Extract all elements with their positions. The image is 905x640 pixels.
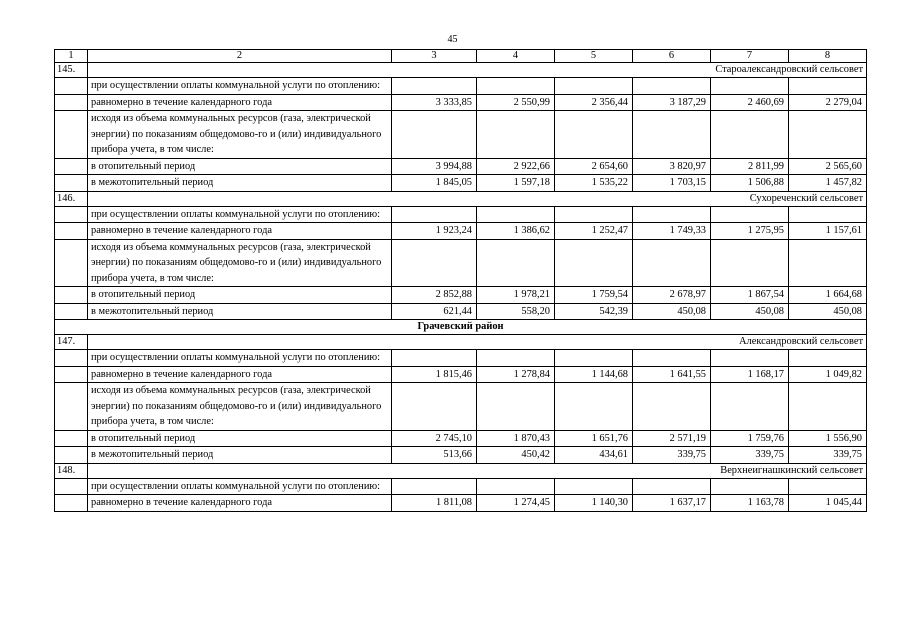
value-cell: 1 651,76	[555, 430, 633, 447]
header-cell: 5	[555, 50, 633, 63]
value-cell	[555, 478, 633, 495]
row-label: при осуществлении оплаты коммунальной услуги по отоплению:	[88, 350, 392, 367]
settlement-row	[55, 191, 867, 206]
settlement-name: Верхнеигнашкинский сельсовет	[88, 463, 867, 478]
value-cell: 1 978,21	[477, 287, 555, 304]
value-cell	[633, 111, 711, 159]
value-cell: 1 049,82	[789, 366, 867, 383]
value-cell: 1 641,55	[633, 366, 711, 383]
value-cell: 1 759,76	[711, 430, 789, 447]
value-cell: 1 811,08	[392, 495, 477, 512]
empty-cell	[55, 111, 88, 159]
empty-cell	[55, 430, 88, 447]
value-cell: 1 157,61	[789, 223, 867, 240]
settlement-name: Александровский сельсовет	[88, 335, 867, 350]
value-cell: 1 168,17	[711, 366, 789, 383]
value-cell	[477, 111, 555, 159]
value-cell: 339,75	[711, 447, 789, 464]
settlement-name: Сухореченский сельсовет	[88, 191, 867, 206]
page-number: 45	[447, 34, 458, 45]
value-cell: 513,66	[392, 447, 477, 464]
table-row	[55, 206, 867, 223]
table-row	[55, 350, 867, 367]
empty-cell	[55, 478, 88, 495]
value-cell	[477, 350, 555, 367]
empty-cell	[55, 175, 88, 192]
table-row	[55, 495, 867, 512]
value-cell: 2 745,10	[392, 430, 477, 447]
value-cell	[392, 78, 477, 95]
header-cell: 1	[55, 50, 88, 63]
value-cell: 2 654,60	[555, 158, 633, 175]
value-cell: 3 187,29	[633, 94, 711, 111]
row-label: равномерно в течение календарного года	[88, 366, 392, 383]
value-cell: 2 811,99	[711, 158, 789, 175]
table-row	[55, 94, 867, 111]
value-cell	[392, 383, 477, 431]
value-cell	[789, 350, 867, 367]
value-cell: 1 815,46	[392, 366, 477, 383]
value-cell: 339,75	[789, 447, 867, 464]
row-label: исходя из объема коммунальных ресурсов (газа, электрической энергии) по показаниям общедомово-го и (или) индивидуального прибора учета, в том числе:	[88, 111, 392, 159]
table-row	[55, 478, 867, 495]
empty-cell	[55, 447, 88, 464]
empty-cell	[55, 350, 88, 367]
row-number: 146.	[55, 191, 88, 206]
value-cell: 339,75	[633, 447, 711, 464]
value-cell: 1 749,33	[633, 223, 711, 240]
value-cell: 1 664,68	[789, 287, 867, 304]
table-row	[55, 223, 867, 240]
header-cell: 7	[711, 50, 789, 63]
row-number: 147.	[55, 335, 88, 350]
value-cell: 1 045,44	[789, 495, 867, 512]
settlement-row	[55, 463, 867, 478]
value-cell	[392, 350, 477, 367]
header-cell: 8	[789, 50, 867, 63]
value-cell: 1 278,84	[477, 366, 555, 383]
row-number: 145.	[55, 63, 88, 78]
empty-cell	[55, 78, 88, 95]
value-cell: 1 457,82	[789, 175, 867, 192]
value-cell: 2 852,88	[392, 287, 477, 304]
value-cell	[711, 111, 789, 159]
value-cell	[477, 206, 555, 223]
row-label: в межотопительный период	[88, 303, 392, 320]
value-cell	[392, 206, 477, 223]
table-row	[55, 287, 867, 304]
value-cell	[477, 478, 555, 495]
table-row	[55, 447, 867, 464]
value-cell	[711, 478, 789, 495]
value-cell: 2 565,60	[789, 158, 867, 175]
value-cell	[555, 206, 633, 223]
value-cell	[633, 350, 711, 367]
table-row	[55, 158, 867, 175]
value-cell: 3 820,97	[633, 158, 711, 175]
row-label: при осуществлении оплаты коммунальной услуги по отоплению:	[88, 478, 392, 495]
value-cell	[555, 383, 633, 431]
row-label: при осуществлении оплаты коммунальной услуги по отоплению:	[88, 206, 392, 223]
table-body	[55, 50, 867, 512]
value-cell: 1 759,54	[555, 287, 633, 304]
row-number: 148.	[55, 463, 88, 478]
table-row	[55, 303, 867, 320]
value-cell	[711, 350, 789, 367]
header-row	[55, 50, 867, 63]
value-cell: 1 556,90	[789, 430, 867, 447]
value-cell	[711, 383, 789, 431]
value-cell	[555, 78, 633, 95]
value-cell: 2 571,19	[633, 430, 711, 447]
value-cell	[711, 239, 789, 287]
row-label: равномерно в течение календарного года	[88, 94, 392, 111]
table-row	[55, 175, 867, 192]
value-cell: 1 252,47	[555, 223, 633, 240]
value-cell: 2 356,44	[555, 94, 633, 111]
row-label: в отопительный период	[88, 430, 392, 447]
settlement-row	[55, 63, 867, 78]
value-cell: 450,08	[633, 303, 711, 320]
value-cell: 434,61	[555, 447, 633, 464]
value-cell	[555, 111, 633, 159]
empty-cell	[55, 495, 88, 512]
value-cell: 1 845,05	[392, 175, 477, 192]
empty-cell	[55, 366, 88, 383]
value-cell	[789, 383, 867, 431]
value-cell	[392, 111, 477, 159]
table-row	[55, 366, 867, 383]
value-cell	[477, 78, 555, 95]
value-cell: 2 460,69	[711, 94, 789, 111]
value-cell: 1 703,15	[633, 175, 711, 192]
value-cell	[555, 239, 633, 287]
empty-cell	[55, 223, 88, 240]
value-cell	[633, 206, 711, 223]
value-cell: 1 923,24	[392, 223, 477, 240]
value-cell: 558,20	[477, 303, 555, 320]
district-title: Грачевский район	[55, 320, 867, 335]
value-cell: 3 333,85	[392, 94, 477, 111]
empty-cell	[55, 158, 88, 175]
value-cell	[633, 383, 711, 431]
district-row	[55, 320, 867, 335]
value-cell	[789, 478, 867, 495]
value-cell: 2 279,04	[789, 94, 867, 111]
row-label: равномерно в течение календарного года	[88, 495, 392, 512]
header-cell: 6	[633, 50, 711, 63]
empty-cell	[55, 206, 88, 223]
value-cell: 1 597,18	[477, 175, 555, 192]
row-label: в отопительный период	[88, 287, 392, 304]
empty-cell	[55, 383, 88, 431]
value-cell: 3 994,88	[392, 158, 477, 175]
value-cell: 1 506,88	[711, 175, 789, 192]
empty-cell	[55, 239, 88, 287]
value-cell	[789, 239, 867, 287]
value-cell	[789, 78, 867, 95]
value-cell: 1 870,43	[477, 430, 555, 447]
value-cell: 2 678,97	[633, 287, 711, 304]
value-cell: 450,08	[711, 303, 789, 320]
value-cell: 1 163,78	[711, 495, 789, 512]
value-cell: 1 274,45	[477, 495, 555, 512]
value-cell	[477, 239, 555, 287]
table-row	[55, 383, 867, 431]
header-cell: 4	[477, 50, 555, 63]
row-label: исходя из объема коммунальных ресурсов (газа, электрической энергии) по показаниям общедомово-го и (или) индивидуального прибора учета, в том числе:	[88, 239, 392, 287]
value-cell	[555, 350, 633, 367]
empty-cell	[55, 94, 88, 111]
value-cell	[633, 478, 711, 495]
table-row	[55, 111, 867, 159]
value-cell	[392, 239, 477, 287]
table-row	[55, 239, 867, 287]
header-cell: 2	[88, 50, 392, 63]
settlement-name: Староалександровский сельсовет	[88, 63, 867, 78]
value-cell	[477, 383, 555, 431]
value-cell: 1 144,68	[555, 366, 633, 383]
value-cell: 1 386,62	[477, 223, 555, 240]
empty-cell	[55, 303, 88, 320]
value-cell: 542,39	[555, 303, 633, 320]
row-label: равномерно в течение календарного года	[88, 223, 392, 240]
value-cell	[789, 206, 867, 223]
value-cell: 1 140,30	[555, 495, 633, 512]
value-cell: 1 867,54	[711, 287, 789, 304]
value-cell	[633, 78, 711, 95]
header-cell: 3	[392, 50, 477, 63]
table-row	[55, 430, 867, 447]
value-cell	[392, 478, 477, 495]
value-cell: 2 922,66	[477, 158, 555, 175]
value-cell: 450,08	[789, 303, 867, 320]
row-label: в межотопительный период	[88, 447, 392, 464]
row-label: в отопительный период	[88, 158, 392, 175]
table-row	[55, 78, 867, 95]
row-label: исходя из объема коммунальных ресурсов (газа, электрической энергии) по показаниям общедомово-го и (или) индивидуального прибора учета, в том числе:	[88, 383, 392, 431]
row-label: в межотопительный период	[88, 175, 392, 192]
settlement-row	[55, 335, 867, 350]
value-cell: 1 535,22	[555, 175, 633, 192]
value-cell: 621,44	[392, 303, 477, 320]
value-cell: 1 275,95	[711, 223, 789, 240]
value-cell: 450,42	[477, 447, 555, 464]
value-cell	[789, 111, 867, 159]
row-label: при осуществлении оплаты коммунальной услуги по отоплению:	[88, 78, 392, 95]
value-cell	[711, 78, 789, 95]
value-cell: 2 550,99	[477, 94, 555, 111]
empty-cell	[55, 287, 88, 304]
tariff-table	[54, 49, 867, 512]
value-cell	[633, 239, 711, 287]
value-cell: 1 637,17	[633, 495, 711, 512]
value-cell	[711, 206, 789, 223]
